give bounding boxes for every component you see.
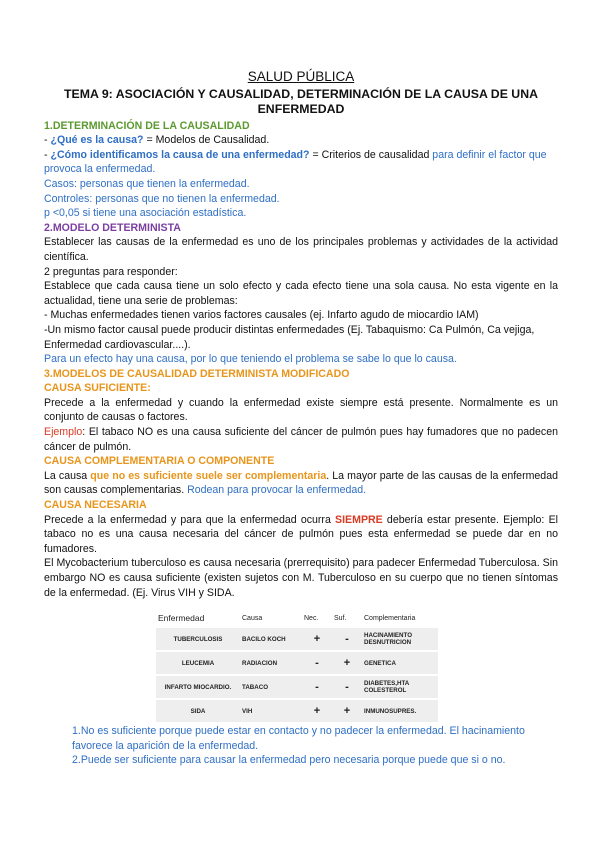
paragraph: 2 preguntas para responder: [44,265,178,278]
header-nec: Nec. [304,614,319,622]
causa-suficiente-heading: CAUSA SUFICIENTE: [44,382,151,395]
table-row: TUBERCULOSIS BACILO KOCH + - HACINAMIENTO DESNUTRICION [156,628,438,650]
paragraph: Precede a la enfermedad y cuando la enfermedad existe siempre está presente. Normalmente es un conjunto de causas o factores. [44,396,558,424]
header-enfermedad: Enfermedad [158,613,205,623]
header-causa: Causa [242,614,263,622]
question-1: - ¿Qué es la causa? = Modelos de Causalidad. [44,134,270,147]
section-3-heading: 3.MODELOS DE CAUSALIDAD DETERMINISTA MODIFICADO [44,367,350,380]
causa-complementaria-heading: CAUSA COMPLEMENTARIA O COMPONENTE [44,455,275,468]
paragraph: Establecer las causas de la enfermedad es uno de los principales problemas y actividades de la actividad científica. [44,236,558,263]
paragraph: - Muchas enfermedades tienen varios factores causales (ej. Infarto agudo de miocardio IAM) [44,309,479,322]
paragraph: Para un efecto hay una causa, por lo que teniendo el problema se sabe lo que lo causa. [44,353,457,366]
casos-line: Casos: personas que tienen la enfermedad. [44,177,250,190]
section-1-heading: 1.DETERMINACIÓN DE LA CAUSALIDAD [44,119,250,132]
topic-title: TEMA 9: ASOCIACIÓN Y CAUSALIDAD, DETERMINACIÓN DE LA CAUSA DE UNA ENFERMEDAD [64,86,538,117]
causality-table [156,610,438,722]
paragraph: Establece que cada causa tiene un solo efecto y cada efecto tiene una sola causa. No esta vigente en la actualidad, tiene una serie de problemas: [44,280,558,307]
section-2-heading: 2.MODELO DETERMINISTA [44,221,181,234]
causa-necesaria-heading: CAUSA NECESARIA [44,499,147,512]
note-2: 2.Puede ser suficiente para causar la enfermedad pero necesaria porque puede que si o no. [72,754,506,767]
header-complementaria: Complementaria [364,614,416,622]
header-suf: Suf. [334,614,347,622]
p-value-line: p <0,05 si tiene una asociación estadística. [44,207,247,220]
table-notes [72,724,562,768]
paragraph: Ejemplo: El tabaco NO es una causa suficiente del cáncer de pulmón pues hay fumadores que no padecen cáncer de pulmón. [44,426,558,453]
paragraph: -Un mismo factor causal puede producir distintas enfermedades (Ej. Tabaquismo: Ca Pulmón, Ca vejiga, Enfermedad cardiovascular....). [44,323,535,351]
table-header-row [156,610,438,628]
page-title: SALUD PÚBLICA [247,69,355,84]
question-2: - ¿Cómo identificamos la causa de una enfermedad? = Criterios de causalidad para definir el factor que provoca la enfermedad. [44,148,547,176]
table-row: LEUCEMIA RADIACION - + GENETICA [156,652,438,674]
document-body [44,70,558,600]
controles-line: Controles: personas que no tienen la enfermedad. [44,192,280,205]
paragraph: Precede a la enfermedad y para que la enfermedad ocurra SIEMPRE debería estar presente. Ejemplo: El tabaco no es una causa necesaria del cáncer de pulmón pues esta enfermedad se puede dar en no fumadores. [44,513,558,555]
paragraph: La causa que no es suficiente suele ser complementaria. La mayor parte de las causas de la enfermedad son causas complementarias. Rodean para provocar la enfermedad. [44,469,558,497]
note-1: 1.No es suficiente porque puede estar en contacto y no padecer la enfermedad. El hacinamiento favorece la aparición de la enfermedad. [72,725,525,752]
paragraph: El Mycobacterium tuberculoso es causa necesaria (prerrequisito) para padecer Enfermedad Tuberculosa. Sin embargo NO es causa suficiente (existen sujetos con M. Tuberculoso en su cuerpo que no tienen síntomas de la enfermedad. (Ej. Virus VIH y SIDA. [44,557,558,599]
table-row: INFARTO MIOCARDIO. TABACO - - DIABETES,HTA COLESTEROL [156,676,438,698]
table-row: SIDA VIH + + INMUNOSUPRES. [156,700,438,722]
